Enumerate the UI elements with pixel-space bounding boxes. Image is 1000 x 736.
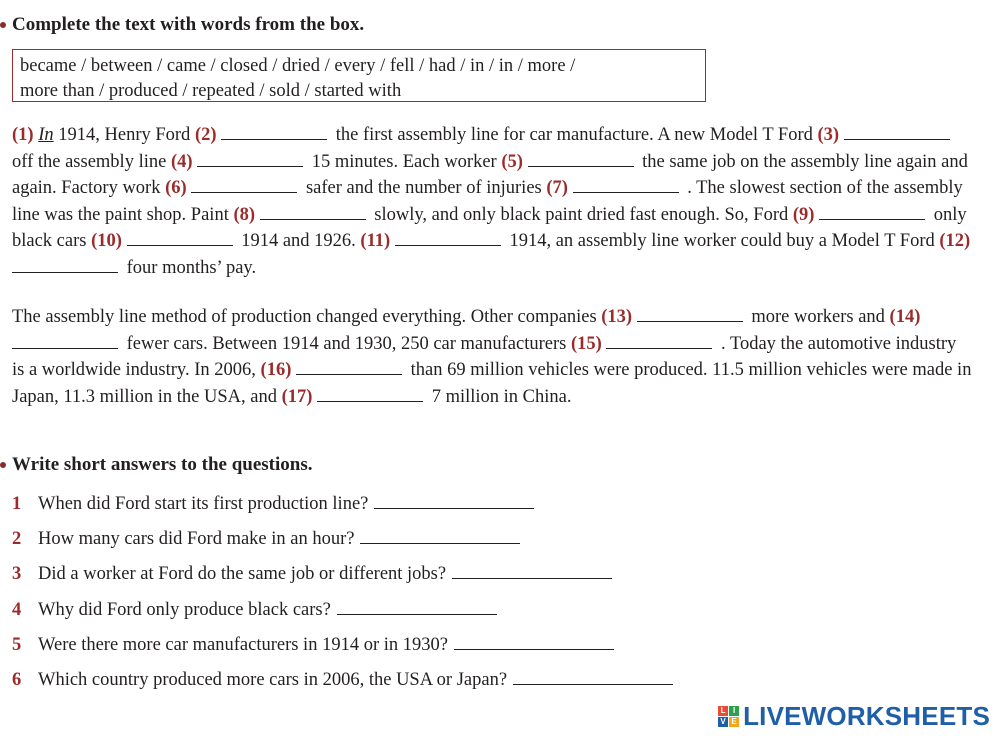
answer-line[interactable] — [452, 560, 612, 579]
answer-line[interactable] — [337, 596, 497, 615]
question-item — [12, 560, 612, 586]
answer-blank[interactable] — [127, 227, 233, 246]
answer-blank[interactable] — [573, 174, 679, 193]
question-text: How many cars did Ford make in an hour? — [38, 529, 355, 550]
question-item — [12, 596, 497, 622]
gap-number: (12) — [939, 231, 971, 252]
exercise1-bullet — [0, 22, 6, 28]
passage-text: 1914, Henry Ford — [58, 125, 191, 145]
passage-text: 15 minutes. Each worker — [311, 151, 497, 172]
answer-blank[interactable] — [296, 356, 402, 375]
answer-blank[interactable] — [197, 148, 303, 167]
answer-blank[interactable] — [528, 148, 634, 167]
gap-number: (14) — [889, 307, 921, 327]
passage-text: . Today the automotive industry is a worldwide industry. In 2006, — [12, 333, 957, 381]
question-text: Which country produced more cars in 2006, the USA or Japan? — [38, 670, 508, 690]
liveworksheets-logo-icon — [718, 706, 739, 727]
question-number: 3 — [12, 564, 22, 585]
passage-text: four months’ pay. — [126, 257, 257, 278]
word-box-line-2: more than / produced / repeated / sold / started with — [20, 80, 402, 101]
question-number: 1 — [12, 494, 22, 514]
example-answer: In — [38, 125, 54, 145]
question-item — [12, 490, 534, 516]
passage-text: more workers and — [751, 307, 885, 327]
passage-text: 7 million in China. — [431, 386, 572, 407]
passage-text: the first assembly line for car manufacture. A new Model T Ford — [335, 125, 813, 145]
answer-blank[interactable] — [191, 174, 297, 193]
question-number: 4 — [12, 599, 22, 620]
gap-number: (11) — [360, 231, 391, 252]
gap-number: (16) — [260, 360, 292, 381]
logo-tile: E — [729, 717, 739, 727]
answer-blank[interactable] — [844, 121, 950, 140]
answer-blank[interactable] — [12, 254, 118, 273]
gap-number: (17) — [281, 386, 313, 407]
answer-blank[interactable] — [317, 383, 423, 402]
question-number: 5 — [12, 634, 22, 655]
passage-text: 1914, an assembly line worker could buy a Model T Ford — [509, 231, 935, 252]
passage-text: off the assembly line — [12, 151, 167, 172]
answer-blank[interactable] — [637, 303, 743, 322]
passage-text: the same job on the assembly line again and again. Factory work — [12, 151, 968, 199]
exercise2-instruction: Write short answers to the questions. — [12, 454, 313, 475]
gap-number: (6) — [165, 178, 187, 199]
passage-paragraph-2 — [12, 303, 972, 409]
passage-text: slowly, and only black paint dried fast enough. So, Ford — [374, 204, 789, 225]
gap-number: (10) — [91, 231, 122, 252]
exercise2-bullet — [0, 462, 6, 468]
gap-number: (1) — [12, 125, 34, 145]
liveworksheets-logo — [718, 701, 990, 732]
logo-text: LIVEWORKSHEETS — [743, 701, 990, 731]
passage-text: than 69 million vehicles were produced. 11.5 million vehicles were made in Japan, 11.3 million in the USA, and — [12, 360, 972, 407]
gap-number: (3) — [817, 125, 840, 145]
question-number: 6 — [12, 670, 22, 690]
answer-line[interactable] — [454, 631, 614, 650]
passage-text: 1914 and 1926. — [241, 231, 356, 252]
answer-blank[interactable] — [12, 330, 118, 349]
question-item — [12, 666, 673, 692]
gap-number: (4) — [170, 151, 193, 172]
passage-text: . The slowest section of the assembly line was the paint shop. Paint — [12, 178, 963, 225]
answer-blank[interactable] — [221, 121, 327, 140]
question-item — [12, 631, 614, 657]
answer-line[interactable] — [374, 490, 534, 509]
word-box-line-1: became / between / came / closed / dried / every / fell / had / in / in / more / — [20, 56, 576, 76]
passage-text: The assembly line method of production changed everything. Other companies — [12, 307, 597, 327]
question-item — [12, 525, 520, 551]
gap-number: (7) — [546, 178, 568, 199]
gap-number: (9) — [792, 204, 815, 225]
logo-tile: V — [718, 717, 728, 727]
gap-number: (13) — [601, 307, 633, 327]
answer-line[interactable] — [360, 525, 520, 544]
passage-text: only black cars — [12, 204, 967, 252]
logo-tile: L — [718, 706, 728, 716]
question-number: 2 — [12, 529, 22, 550]
gap-number: (2) — [194, 125, 217, 145]
passage-paragraph-1 — [12, 121, 972, 281]
question-text: Why did Ford only produce black cars? — [38, 599, 331, 620]
question-text: When did Ford start its first production line? — [38, 494, 369, 514]
question-text: Were there more car manufacturers in 1914 or in 1930? — [38, 634, 448, 655]
passage-text: safer and the number of injuries — [305, 178, 542, 199]
answer-blank[interactable] — [395, 227, 501, 246]
answer-line[interactable] — [513, 666, 673, 685]
gap-number: (5) — [501, 151, 523, 172]
logo-tile: I — [729, 706, 739, 716]
gap-number: (8) — [233, 204, 256, 225]
word-box — [12, 49, 706, 102]
passage-text: fewer cars. Between 1914 and 1930, 250 car manufacturers — [126, 333, 567, 354]
question-text: Did a worker at Ford do the same job or different jobs? — [38, 564, 447, 585]
exercise1-instruction: Complete the text with words from the box. — [12, 14, 365, 35]
answer-blank[interactable] — [260, 201, 366, 220]
answer-blank[interactable] — [819, 201, 925, 220]
gap-number: (15) — [570, 333, 602, 354]
answer-blank[interactable] — [606, 330, 712, 349]
